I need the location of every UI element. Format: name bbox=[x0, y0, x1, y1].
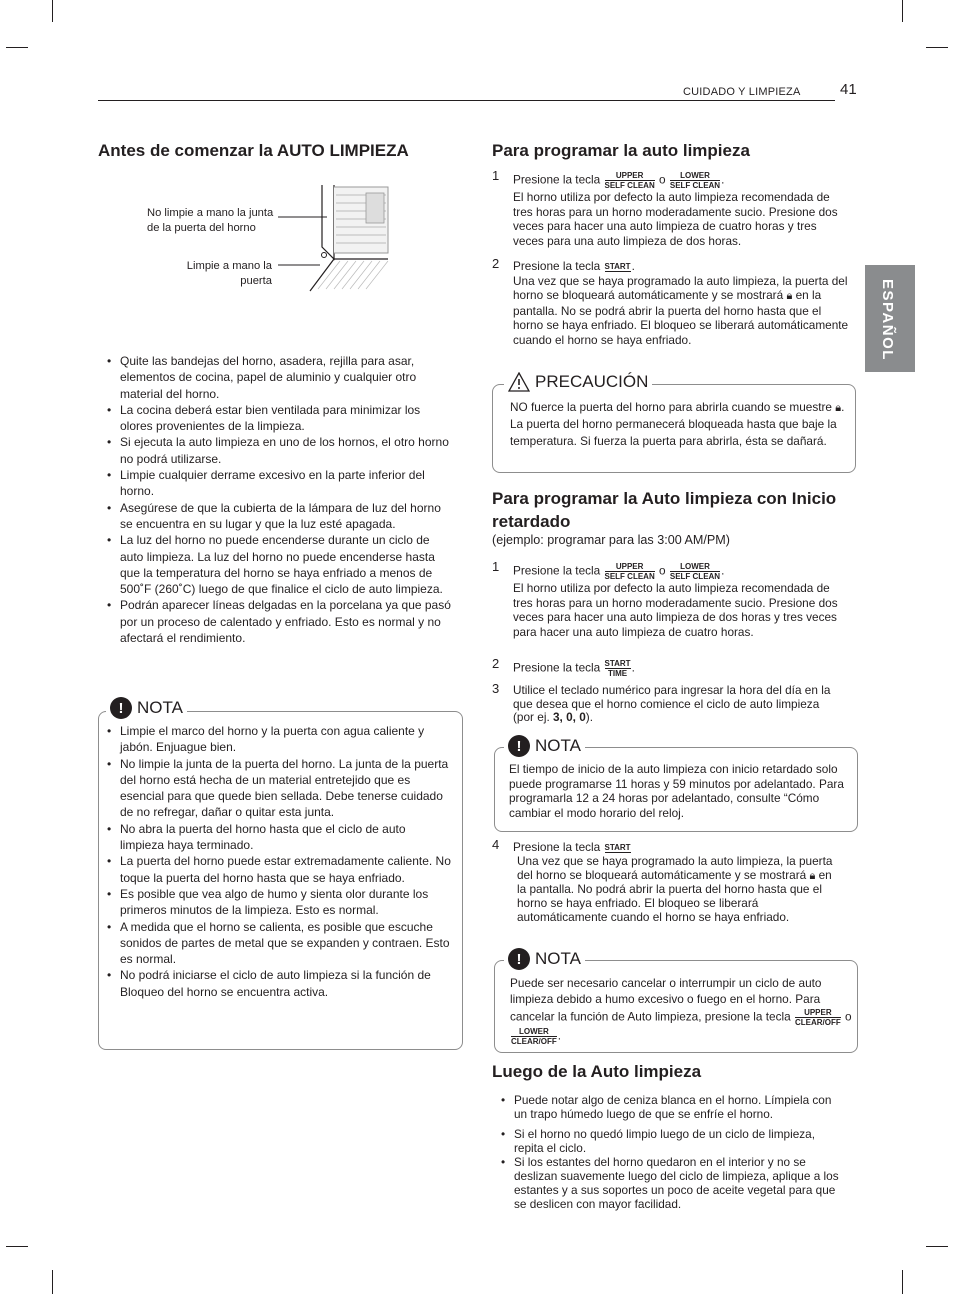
step-lead: Presione la tecla bbox=[513, 259, 601, 273]
after-list bbox=[494, 1093, 844, 1211]
caution-label: PRECAUCIÓN bbox=[535, 372, 649, 391]
note-list bbox=[100, 723, 452, 1000]
list-item: • No abra la puerta del horno hasta que el ciclo de auto limpieza haya terminado. bbox=[100, 821, 452, 854]
page-number: 41 bbox=[840, 81, 857, 98]
list-item: • La luz del horno no puede encenderse durante un ciclo de auto limpieza. La luz del horno no puede encenderse hasta que la temperatura del horno se haya enfriado a menos de 500˚F (260˚C) luego de que finalice el ciclo de auto limpieza. bbox=[100, 532, 452, 597]
step-number: 4 bbox=[492, 837, 500, 852]
left-section-title: Antes de comenzar la AUTO LIMPIEZA bbox=[98, 141, 409, 160]
note-header bbox=[504, 948, 585, 970]
list-item: • Si el horno no quedó limpio luego de un ciclo de limpieza, repita el ciclo. bbox=[494, 1127, 844, 1155]
note-header bbox=[504, 735, 585, 757]
list-item: • No podrá iniciarse el ciclo de auto limpieza si la función de Bloqueo del horno se encuentra activa. bbox=[100, 967, 452, 1000]
note-label: NOTA bbox=[137, 698, 183, 717]
delayed-subtitle: (ejemplo: programar para las 3:00 AM/PM) bbox=[492, 533, 730, 547]
crop-mark bbox=[902, 0, 903, 22]
lock-icon: 🔒︎ bbox=[786, 290, 793, 303]
step-text: El horno utiliza por defecto la auto limpieza recomendada de tres horas para un horno moderadamente sucio. Presione dos veces para hacer una auto limpieza de dos horas y tres veces para hacer una auto limpieza de cuatro horas. bbox=[513, 581, 838, 639]
after-title: Luego de la Auto limpieza bbox=[492, 1062, 702, 1081]
lower-self-clean-key: LOWER SELF CLEAN bbox=[669, 171, 721, 190]
exclamation-icon: ! bbox=[508, 735, 530, 757]
crop-mark bbox=[902, 1270, 903, 1294]
header-rule bbox=[98, 100, 835, 101]
step-lead: Presione la tecla bbox=[513, 840, 601, 854]
step-number: 2 bbox=[492, 256, 500, 271]
program-title: Para programar la auto limpieza bbox=[492, 141, 750, 160]
crop-mark bbox=[926, 47, 948, 48]
list-item: • Quite las bandejas del horno, asadera, rejilla para asar, elementos de cocina, papel de aluminio y cualquier otro material del horno. bbox=[100, 353, 452, 402]
list-item: • La puerta del horno puede estar extremadamente caliente. No toque la puerta del horno hasta que se haya enfriado. bbox=[100, 853, 452, 886]
step-number: 1 bbox=[492, 559, 500, 574]
prep-list bbox=[100, 353, 452, 646]
or-text: o bbox=[845, 1009, 852, 1024]
oven-door-diagram bbox=[270, 183, 394, 293]
start-key: START bbox=[604, 842, 631, 852]
lock-icon: 🔒︎ bbox=[835, 402, 842, 414]
step-lead: Presione la tecla bbox=[513, 172, 601, 187]
or-text: o bbox=[659, 172, 666, 187]
step-text: en la pantalla. No se podrá abrir la puerta del horno hasta que el horno se haya enfriado. El bloqueo se liberará automáticamente cuando el horno se haya enfriado. bbox=[513, 288, 849, 347]
callout-gasket: No limpie a mano la junta de la puerta del horno bbox=[147, 207, 274, 234]
upper-self-clean-key: UPPER SELF CLEAN bbox=[604, 171, 655, 190]
number-keys: 3, 0, 0 bbox=[553, 710, 586, 725]
language-tab bbox=[865, 265, 915, 372]
note-header bbox=[106, 697, 187, 719]
crop-mark bbox=[6, 1246, 28, 1247]
step-text: Una vez que se haya programado la auto limpieza, la puerta del horno se bloqueará automáticamente y se mostrará bbox=[513, 273, 848, 303]
cancel-note-text: Puede ser necesario cancelar o interrumpir un ciclo de auto limpieza debido a humo excesivo o fuego en el horno. Para cancelar la función de Auto limpieza, presione la tecla UPPER CLEAR/OFF o LOWER CLEAR/OFF. bbox=[510, 976, 852, 1046]
exclamation-icon: ! bbox=[508, 948, 530, 970]
lower-self-clean-key: LOWER SELF CLEAN bbox=[669, 562, 721, 581]
step-text: El horno utiliza por defecto la auto limpieza recomendada de tres horas para un horno moderadamente sucio. Presione dos veces para hacer una auto limpieza de cuatro horas y tres veces para una auto limpieza de dos horas. bbox=[513, 190, 838, 248]
step-number: 3 bbox=[492, 681, 500, 696]
callout-door: Limpie a mano la puerta bbox=[186, 260, 272, 287]
list-item: • Limpie cualquier derrame excesivo en la parte inferior del horno. bbox=[100, 467, 452, 500]
caution-no: NO bbox=[510, 400, 528, 414]
exclamation-icon: ! bbox=[110, 697, 132, 719]
step-lead: Presione la tecla bbox=[513, 660, 601, 675]
caution-text: NO fuerce la puerta del horno para abrirla cuando se muestre 🔒︎. La puerta del horno permanecerá bloqueada hasta que baje la temperatura. Si fuerza la puerta para abrirla, ésta se dañará. bbox=[510, 400, 845, 448]
caution-header bbox=[504, 372, 652, 392]
note-label: NOTA bbox=[535, 736, 581, 755]
step-number: 2 bbox=[492, 656, 500, 671]
language-tab-label: ESPAÑOL bbox=[879, 279, 896, 361]
start-key: START bbox=[604, 261, 631, 271]
section-label: CUIDADO Y LIMPIEZA bbox=[683, 86, 801, 98]
list-item: • Podrán aparecer líneas delgadas en la porcelana ya que pasó por un proceso de calentado y enfriado. Esto es normal y no afectará el rendimiento. bbox=[100, 597, 452, 646]
list-item: • Si los estantes del horno quedaron en el interior y no se deslizan suavemente luego del ciclo de limpieza, aplique a los estantes y a sus soportes un poco de aceite vegetal para que se deslicen con mayor facilidad. bbox=[494, 1155, 844, 1211]
start-time-key: START TIME bbox=[604, 659, 631, 678]
list-item: • Es posible que vea algo de humo y sienta olor durante los primeros minutos de la limpieza. Esto es normal. bbox=[100, 886, 452, 919]
list-item: • A medida que el horno se calienta, es posible que escuche sonidos de partes de metal que se expanden y contraen. Esto es normal. bbox=[100, 919, 452, 968]
list-item: • Limpie el marco del horno y la puerta con agua caliente y jabón. Enjuague bien. bbox=[100, 723, 452, 756]
crop-mark bbox=[926, 1246, 948, 1247]
or-text: o bbox=[659, 563, 666, 578]
list-item: • La cocina deberá estar bien ventilada para minimizar los olores provenientes de la limpieza. bbox=[100, 402, 452, 435]
warning-icon bbox=[508, 372, 530, 392]
step-lead: Presione la tecla bbox=[513, 563, 601, 578]
step-number: 1 bbox=[492, 168, 500, 183]
list-item: • Asegúrese de que la cubierta de la lámpara de luz del horno se encuentra en su lugar y que la luz esté apagada. bbox=[100, 500, 452, 533]
upper-clear-off-key: UPPER CLEAR/OFF bbox=[794, 1007, 841, 1027]
lock-icon: 🔒︎ bbox=[809, 869, 816, 882]
upper-self-clean-key: UPPER SELF CLEAN bbox=[604, 562, 655, 581]
crop-mark bbox=[6, 47, 28, 48]
lower-clear-off-key: LOWER CLEAR/OFF bbox=[511, 1026, 557, 1046]
delayed-title: Para programar la Auto limpieza con Inicio retardado bbox=[492, 489, 837, 531]
crop-mark bbox=[52, 0, 53, 22]
delayed-note-text: El tiempo de inicio de la auto limpieza con inicio retardado solo puede programarse 11 horas y 59 minutos por adelantado. Para programarla 12 a 24 horas por adelantado, consulte “Cómo cambiar el modo horario del reloj. bbox=[509, 762, 844, 820]
list-item: • No limpie la junta de la puerta del horno. La junta de la puerta del horno está hecha de un material entretejido que es esencial para que quede bien sellada. Debe tenerse cuidado de no refregar, dañar o quitar esta junta. bbox=[100, 756, 452, 821]
list-item: • Si ejecuta la auto limpieza en uno de los hornos, el otro horno no podrá utilizarse. bbox=[100, 434, 452, 467]
crop-mark bbox=[52, 1270, 53, 1294]
note-label: NOTA bbox=[535, 949, 581, 968]
list-item: • Puede notar algo de ceniza blanca en el horno. Límpiela con un trapo húmedo luego de que se enfríe el horno. bbox=[494, 1093, 844, 1121]
